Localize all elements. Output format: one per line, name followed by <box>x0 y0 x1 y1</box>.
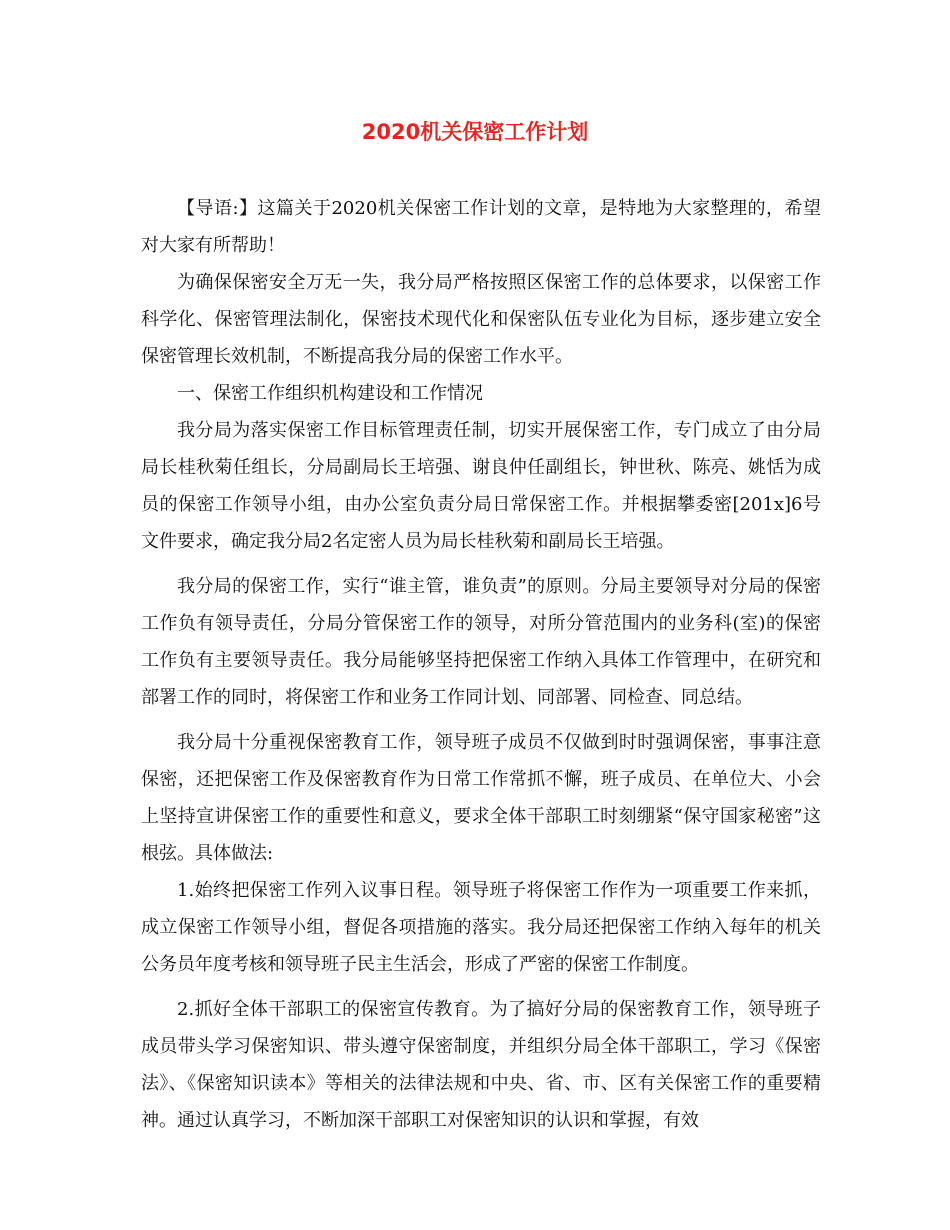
paragraph-responsibility: 我分局的保密工作，实行“谁主管，谁负责”的原则。分局主要领导对分局的保密工作负有领导责任，分局分管保密工作的领导，对所分管范围内的业务科(室)的保密工作负有主要领导责任。我分局能够坚持把保密工作纳入具体工作管理中，在研究和部署工作的同时，将保密工作和业务工作同计划、同部署、同检查、同总结。 <box>141 576 821 708</box>
document-body <box>141 190 821 1139</box>
paragraph-intro: 【导语:】这篇关于2020机关保密工作计划的文章，是特地为大家整理的，希望对大家有所帮助！ <box>141 198 821 256</box>
list-item-2: 2.抓好全体干部职工的保密宣传教育。为了搞好分局的保密教育工作，领导班子成员带头学习保密知识、带头遵守保密制度，并组织分局全体干部职工，学习《保密法》、《保密知识读本》等相关的法律法规和中央、省、市、区有关保密工作的重要精神。通过认真学习，不断加深干部职工对保密知识的认识和掌握，有效 <box>141 999 821 1131</box>
paragraph-organization: 我分局为落实保密工作目标管理责任制，切实开展保密工作，专门成立了由分局局长桂秋菊任组长，分局副局长王培强、谢良仲任副组长，钟世秋、陈亮、姚恬为成员的保密工作领导小组，由办公室负责分局日常保密工作。并根据攀委密[201x]6号文件要求，确定我分局2名定密人员为局长桂秋菊和副局长王培强。 <box>141 420 821 552</box>
section-heading-1: 一、保密工作组织机构建设和工作情况 <box>177 383 483 404</box>
document-title: 2020机关保密工作计划 <box>361 120 589 144</box>
paragraph-purpose: 为确保保密安全万无一失，我分局严格按照区保密工作的总体要求，以保密工作科学化、保密管理法制化，保密技术现代化和保密队伍专业化为目标，逐步建立安全保密管理长效机制，不断提高我分局的保密工作水平。 <box>141 272 821 367</box>
list-item-1: 1.始终把保密工作列入议事日程。领导班子将保密工作作为一项重要工作来抓，成立保密工作领导小组，督促各项措施的落实。我分局还把保密工作纳入每年的机关公务员年度考核和领导班子民主生活会，形成了严密的保密工作制度。 <box>141 880 821 975</box>
paragraph-education: 我分局十分重视保密教育工作，领导班子成员不仅做到时时强调保密，事事注意保密，还把保密工作及保密教育作为日常工作常抓不懈，班子成员、在单位大、小会上坚持宣讲保密工作的重要性和意义，要求全体干部职工时刻绷紧“保守国家秘密”这根弦。具体做法: <box>141 732 821 864</box>
